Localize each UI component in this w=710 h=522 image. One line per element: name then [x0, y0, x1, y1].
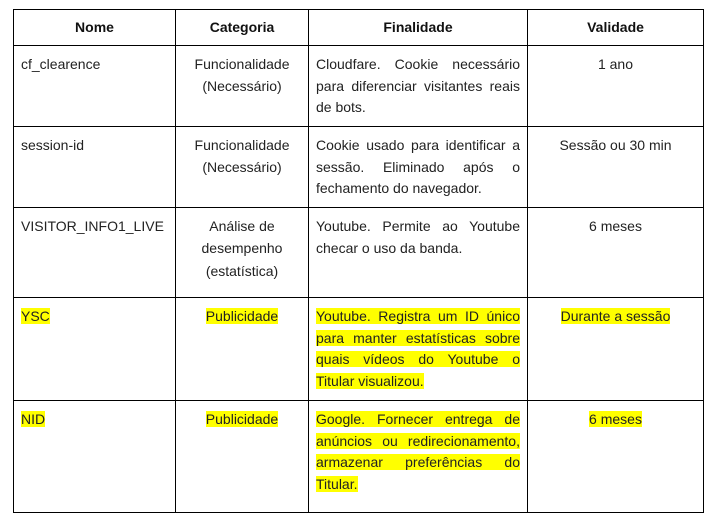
- cell-finalidade: Youtube. Permite ao Youtube checar o uso da banda.: [309, 208, 528, 298]
- cell-finalidade: Youtube. Registra um ID único para manter estatísticas sobre quais vídeos do Youtube o Titular visualizou.: [309, 298, 528, 401]
- cell-validade: Sessão ou 30 min: [528, 127, 704, 208]
- cell-finalidade: Google. Fornecer entrega de anúncios ou redirecionamento, armazenar preferências do Titular.: [309, 401, 528, 513]
- cell-validade: Durante a sessão: [528, 298, 704, 401]
- header-finalidade: Finalidade: [309, 10, 528, 46]
- cell-nome: session-id: [14, 127, 176, 208]
- cell-nome: NID: [14, 401, 176, 513]
- cell-nome: cf_clearence: [14, 46, 176, 127]
- table-row: [14, 208, 704, 298]
- cell-categoria: Funcionalidade (Necessário): [176, 46, 309, 127]
- table-row: [14, 127, 704, 208]
- cell-nome: VISITOR_INFO1_LIVE: [14, 208, 176, 298]
- cell-categoria: Análise de desempenho (estatística): [176, 208, 309, 298]
- cell-validade: 1 ano: [528, 46, 704, 127]
- table-row-highlighted: [14, 298, 704, 401]
- cookies-table: [13, 9, 704, 513]
- table-header-row: [14, 10, 704, 46]
- cell-categoria: Funcionalidade (Necessário): [176, 127, 309, 208]
- header-categoria: Categoria: [176, 10, 309, 46]
- cell-finalidade: Cloudfare. Cookie necessário para diferenciar visitantes reais de bots.: [309, 46, 528, 127]
- table-row-highlighted: [14, 401, 704, 513]
- cell-validade: 6 meses: [528, 208, 704, 298]
- cell-categoria: Publicidade: [176, 298, 309, 401]
- header-validade: Validade: [528, 10, 704, 46]
- cell-nome: YSC: [14, 298, 176, 401]
- table-row: [14, 46, 704, 127]
- cell-finalidade: Cookie usado para identificar a sessão. Eliminado após o fechamento do navegador.: [309, 127, 528, 208]
- cell-validade: 6 meses: [528, 401, 704, 513]
- cell-categoria: Publicidade: [176, 401, 309, 513]
- header-nome: Nome: [14, 10, 176, 46]
